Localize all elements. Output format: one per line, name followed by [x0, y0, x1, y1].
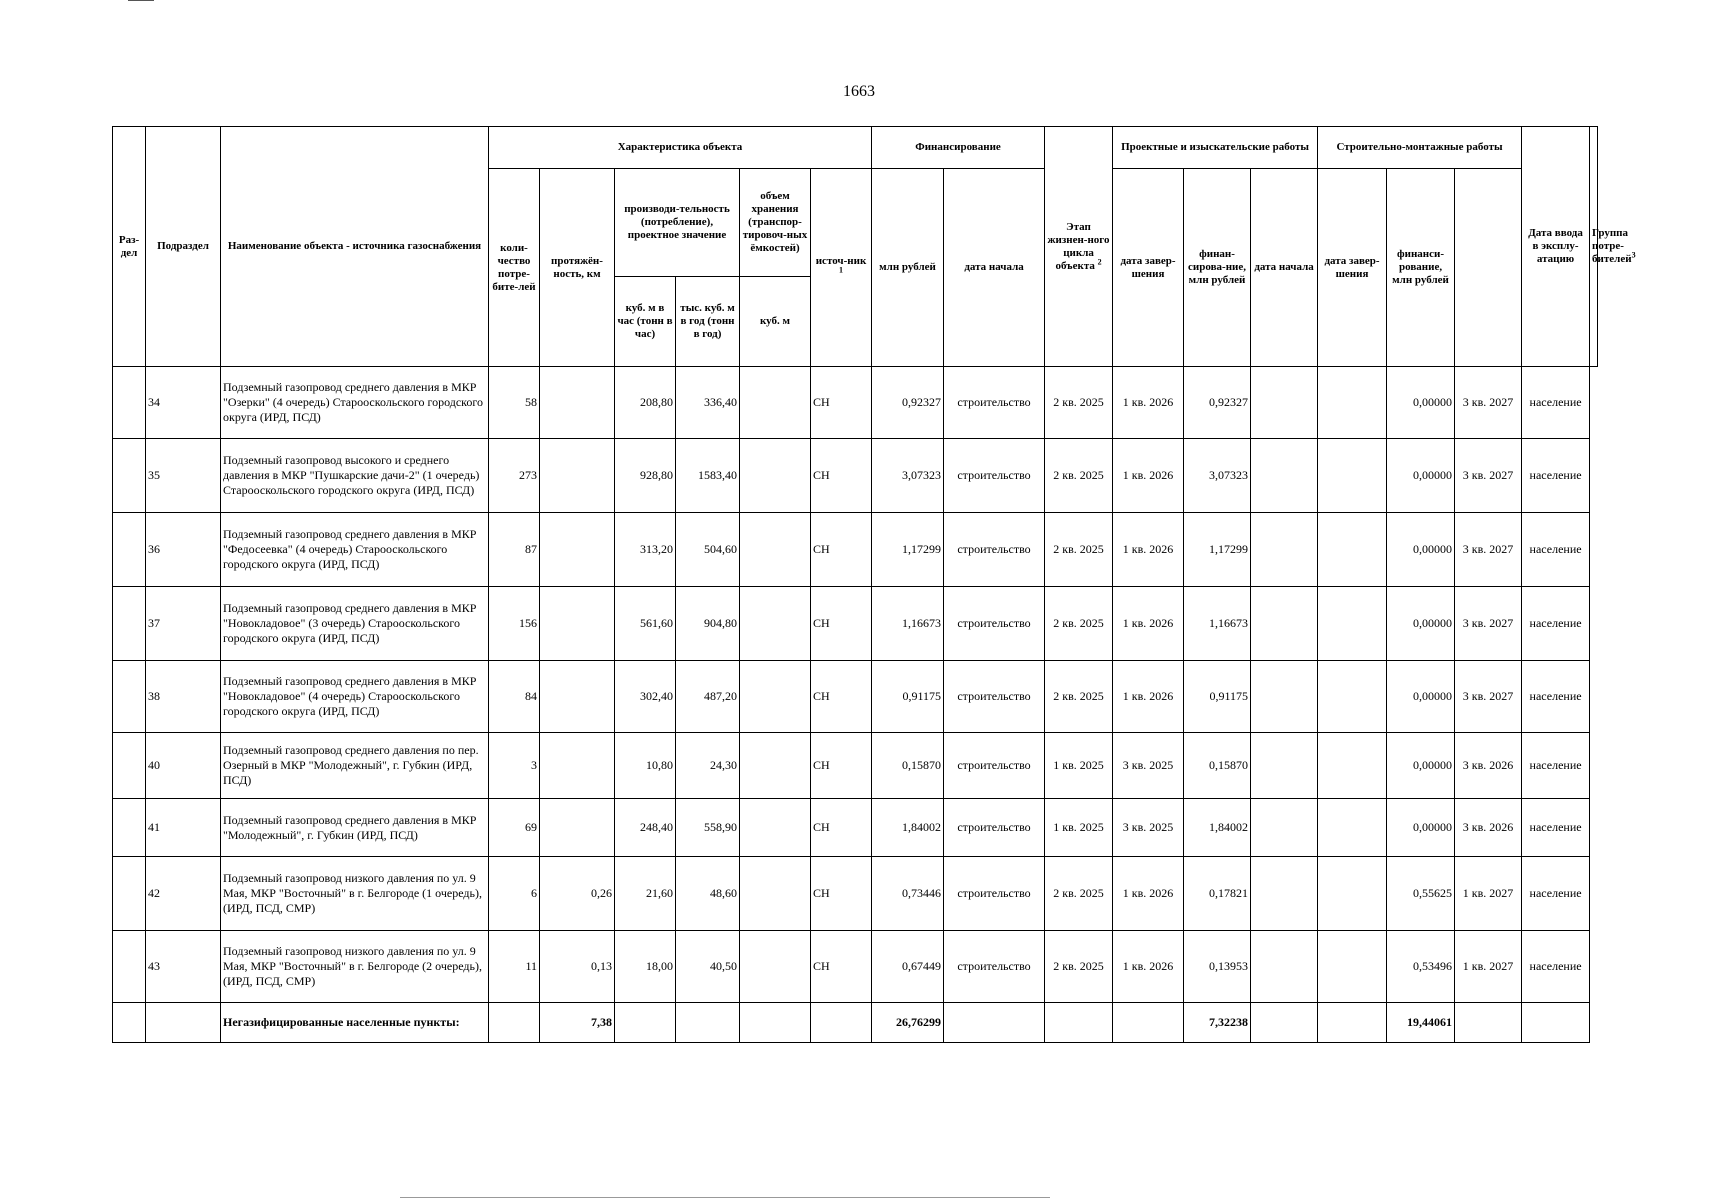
consumers-cell: 84: [489, 661, 540, 733]
hourly-consumption-cell: 18,00: [615, 931, 676, 1003]
design-end-cell: 1 кв. 2026: [1113, 587, 1184, 661]
total-empty-cell: [1113, 1003, 1184, 1043]
commissioning-date-cell: 1 кв. 2027: [1455, 857, 1522, 931]
header-storage-volume: объем хранения (транспор-тировоч-ных ёмкостей): [740, 169, 811, 277]
construction-financing-cell: 0,00000: [1387, 661, 1455, 733]
design-start-cell: 2 кв. 2025: [1045, 661, 1113, 733]
financing-cell: 1,84002: [872, 799, 944, 857]
design-end-cell: 1 кв. 2026: [1113, 439, 1184, 513]
header-razdel: Раз-дел: [113, 127, 146, 367]
design-financing-cell: 0,92327: [1184, 367, 1251, 439]
razdel-cell: [113, 799, 146, 857]
commissioning-date-cell: 3 кв. 2027: [1455, 513, 1522, 587]
construction-start-cell: [1251, 857, 1318, 931]
design-financing-cell: 0,17821: [1184, 857, 1251, 931]
consumers-cell: 69: [489, 799, 540, 857]
construction-start-cell: [1251, 931, 1318, 1003]
total-empty-cell: [1522, 1003, 1590, 1043]
hourly-consumption-cell: 208,80: [615, 367, 676, 439]
source-cell: СН: [811, 513, 872, 587]
financing-cell: 0,91175: [872, 661, 944, 733]
consumer-group-cell: население: [1522, 661, 1590, 733]
consumer-group-cell: население: [1522, 799, 1590, 857]
yearly-consumption-cell: 904,80: [676, 587, 740, 661]
source-cell: СН: [811, 367, 872, 439]
length-cell: [540, 513, 615, 587]
construction-end-cell: [1318, 513, 1387, 587]
gas-supply-table: [112, 126, 1636, 1043]
length-cell: 0,26: [540, 857, 615, 931]
header-podrazdel: Подраздел: [146, 127, 221, 367]
table-body: [113, 367, 1598, 1043]
hourly-consumption-cell: 21,60: [615, 857, 676, 931]
scan-edge-mark: [128, 0, 154, 1]
scan-bottom-mark: [400, 1197, 1050, 1198]
razdel-cell: [113, 857, 146, 931]
length-cell: [540, 587, 615, 661]
source-cell: СН: [811, 857, 872, 931]
razdel-cell: [113, 439, 146, 513]
design-end-cell: 1 кв. 2026: [1113, 661, 1184, 733]
commissioning-date-cell: 3 кв. 2026: [1455, 733, 1522, 799]
financing-cell: 3,07323: [872, 439, 944, 513]
commissioning-date-cell: 3 кв. 2027: [1455, 367, 1522, 439]
source-cell: СН: [811, 439, 872, 513]
construction-start-cell: [1251, 799, 1318, 857]
table-row: [113, 661, 1598, 733]
construction-financing-cell: 0,00000: [1387, 367, 1455, 439]
lifecycle-stage-cell: строительство: [944, 733, 1045, 799]
podrazdel-cell: 43: [146, 931, 221, 1003]
total-empty-cell: [615, 1003, 676, 1043]
razdel-cell: [113, 367, 146, 439]
storage-volume-cell: [740, 661, 811, 733]
design-end-cell: 1 кв. 2026: [1113, 857, 1184, 931]
design-start-cell: 2 кв. 2025: [1045, 587, 1113, 661]
design-end-cell: 3 кв. 2025: [1113, 733, 1184, 799]
header-construction-end: дата завер-шения: [1318, 169, 1387, 367]
source-cell: СН: [811, 587, 872, 661]
length-cell: [540, 733, 615, 799]
total-empty-cell: [146, 1003, 221, 1043]
commissioning-date-cell: 3 кв. 2027: [1455, 661, 1522, 733]
header-commissioning-date: Дата ввода в эксплу-атацию: [1522, 127, 1590, 367]
podrazdel-cell: 36: [146, 513, 221, 587]
source-cell: СН: [811, 931, 872, 1003]
header-thousand-m3-per-year: тыс. куб. м в год (тонн в год): [676, 277, 740, 367]
page-number: 1663: [843, 83, 875, 100]
financing-cell: 0,92327: [872, 367, 944, 439]
table-row: [113, 799, 1598, 857]
design-financing-cell: 1,84002: [1184, 799, 1251, 857]
header-consumers-count: коли-чество потре-бите-лей: [489, 169, 540, 367]
length-cell: [540, 661, 615, 733]
header-design-end: дата завер-шения: [1113, 169, 1184, 367]
consumers-cell: 87: [489, 513, 540, 587]
header-lifecycle-stage: Этап жизнен-ного цикла объекта $^2$: [1045, 127, 1113, 367]
table-row: [113, 587, 1598, 661]
construction-start-cell: [1251, 587, 1318, 661]
consumer-group-cell: население: [1522, 513, 1590, 587]
total-empty-cell: [1045, 1003, 1113, 1043]
object-name-cell: Подземный газопровод высокого и среднего давления в МКР "Пушкарские дачи-2" (1 очередь) Старооскольского городского округа (ИРД, ПСД): [221, 439, 489, 513]
table-row: [113, 931, 1598, 1003]
length-cell: [540, 799, 615, 857]
construction-financing-cell: 0,00000: [1387, 799, 1455, 857]
construction-end-cell: [1318, 857, 1387, 931]
header-source: источ-ник $^1$: [811, 169, 872, 367]
consumer-group-cell: население: [1522, 931, 1590, 1003]
construction-start-cell: [1251, 661, 1318, 733]
construction-financing-cell: 0,53496: [1387, 931, 1455, 1003]
object-name-cell: Подземный газопровод низкого давления по ул. 9 Мая, МКР "Восточный" в г. Белгороде (2 очередь), (ИРД, ПСД, СМР): [221, 931, 489, 1003]
construction-end-cell: [1318, 439, 1387, 513]
consumers-cell: 6: [489, 857, 540, 931]
lifecycle-stage-cell: строительство: [944, 857, 1045, 931]
table-row: [113, 733, 1598, 799]
razdel-cell: [113, 587, 146, 661]
podrazdel-cell: 38: [146, 661, 221, 733]
consumers-cell: 58: [489, 367, 540, 439]
construction-end-cell: [1318, 587, 1387, 661]
lifecycle-stage-cell: строительство: [944, 587, 1045, 661]
total-construction-financing: 19,44061: [1387, 1003, 1455, 1043]
financing-cell: 0,15870: [872, 733, 944, 799]
construction-start-cell: [1251, 367, 1318, 439]
total-design-financing: 7,32238: [1184, 1003, 1251, 1043]
construction-start-cell: [1251, 733, 1318, 799]
table-row: [113, 513, 1598, 587]
header-m3-per-hour: куб. м в час (тонн в час): [615, 277, 676, 367]
construction-start-cell: [1251, 513, 1318, 587]
lifecycle-stage-cell: строительство: [944, 367, 1045, 439]
podrazdel-cell: 42: [146, 857, 221, 931]
design-start-cell: 2 кв. 2025: [1045, 931, 1113, 1003]
design-end-cell: 1 кв. 2026: [1113, 367, 1184, 439]
storage-volume-cell: [740, 367, 811, 439]
table-row: [113, 439, 1598, 513]
hourly-consumption-cell: 313,20: [615, 513, 676, 587]
design-end-cell: 3 кв. 2025: [1113, 799, 1184, 857]
consumers-cell: 273: [489, 439, 540, 513]
header-financing-group: Финансирование: [872, 127, 1045, 169]
length-cell: 0,13: [540, 931, 615, 1003]
header-construction-start: дата начала: [1251, 169, 1318, 367]
design-start-cell: 1 кв. 2025: [1045, 733, 1113, 799]
consumer-group-cell: население: [1522, 733, 1590, 799]
hourly-consumption-cell: 302,40: [615, 661, 676, 733]
lifecycle-stage-cell: строительство: [944, 799, 1045, 857]
razdel-cell: [113, 931, 146, 1003]
source-cell: СН: [811, 733, 872, 799]
total-empty-cell: [1455, 1003, 1522, 1043]
total-empty-cell: [1251, 1003, 1318, 1043]
podrazdel-cell: 37: [146, 587, 221, 661]
storage-volume-cell: [740, 931, 811, 1003]
yearly-consumption-cell: 24,30: [676, 733, 740, 799]
storage-volume-cell: [740, 587, 811, 661]
storage-volume-cell: [740, 439, 811, 513]
lifecycle-stage-cell: строительство: [944, 439, 1045, 513]
storage-volume-cell: [740, 733, 811, 799]
construction-end-cell: [1318, 799, 1387, 857]
podrazdel-cell: 34: [146, 367, 221, 439]
hourly-consumption-cell: 10,80: [615, 733, 676, 799]
total-empty-cell: [944, 1003, 1045, 1043]
table-row: [113, 857, 1598, 931]
consumer-group-cell: население: [1522, 857, 1590, 931]
total-empty-cell: [1318, 1003, 1387, 1043]
total-empty-cell: [676, 1003, 740, 1043]
construction-end-cell: [1318, 931, 1387, 1003]
design-financing-cell: 1,16673: [1184, 587, 1251, 661]
yearly-consumption-cell: 558,90: [676, 799, 740, 857]
header-object-name: Наименование объекта - источника газоснабжения: [221, 127, 489, 367]
construction-end-cell: [1318, 661, 1387, 733]
commissioning-date-cell: 3 кв. 2026: [1455, 799, 1522, 857]
total-length: 7,38: [540, 1003, 615, 1043]
header-financing-mln-rub: млн рублей: [872, 169, 944, 367]
design-financing-cell: 0,13953: [1184, 931, 1251, 1003]
yearly-consumption-cell: 1583,40: [676, 439, 740, 513]
yearly-consumption-cell: 336,40: [676, 367, 740, 439]
commissioning-date-cell: 3 кв. 2027: [1455, 587, 1522, 661]
lifecycle-stage-cell: строительство: [944, 931, 1045, 1003]
consumer-group-cell: население: [1522, 587, 1590, 661]
commissioning-date-cell: 3 кв. 2027: [1455, 439, 1522, 513]
storage-volume-cell: [740, 857, 811, 931]
header-construction-financing: финанси-рование, млн рублей: [1387, 169, 1455, 367]
hourly-consumption-cell: 928,80: [615, 439, 676, 513]
yearly-consumption-cell: 487,20: [676, 661, 740, 733]
design-end-cell: 1 кв. 2026: [1113, 931, 1184, 1003]
lifecycle-stage-cell: строительство: [944, 661, 1045, 733]
header-consumer-group: Группа потре-бителей$^3$: [1590, 127, 1598, 367]
financing-cell: 1,16673: [872, 587, 944, 661]
lifecycle-stage-cell: строительство: [944, 513, 1045, 587]
razdel-cell: [113, 661, 146, 733]
total-empty-cell: [489, 1003, 540, 1043]
consumers-cell: 11: [489, 931, 540, 1003]
object-name-cell: Подземный газопровод среднего давления в МКР "Молодежный", г. Губкин (ИРД, ПСД): [221, 799, 489, 857]
total-label: Негазифицированные населенные пункты:: [221, 1003, 489, 1043]
construction-financing-cell: 0,00000: [1387, 733, 1455, 799]
design-financing-cell: 1,17299: [1184, 513, 1251, 587]
source-cell: СН: [811, 799, 872, 857]
design-end-cell: 1 кв. 2026: [1113, 513, 1184, 587]
length-cell: [540, 367, 615, 439]
design-start-cell: 1 кв. 2025: [1045, 799, 1113, 857]
design-start-cell: 2 кв. 2025: [1045, 513, 1113, 587]
consumer-group-cell: население: [1522, 367, 1590, 439]
design-start-cell: 2 кв. 2025: [1045, 439, 1113, 513]
construction-financing-cell: 0,00000: [1387, 439, 1455, 513]
design-start-cell: 2 кв. 2025: [1045, 367, 1113, 439]
construction-financing-cell: 0,00000: [1387, 587, 1455, 661]
header-construction-group: Строительно-монтажные работы: [1318, 127, 1522, 169]
total-empty-cell: [811, 1003, 872, 1043]
construction-start-cell: [1251, 439, 1318, 513]
object-name-cell: Подземный газопровод среднего давления в МКР "Новокладовое" (4 очередь) Старооскольского городского округа (ИРД, ПСД): [221, 661, 489, 733]
object-name-cell: Подземный газопровод среднего давления по пер. Озерный в МКР "Молодежный", г. Губкин (ИРД, ПСД): [221, 733, 489, 799]
header-design-financing: финан-сирова-ние, млн рублей: [1184, 169, 1251, 367]
podrazdel-cell: 35: [146, 439, 221, 513]
total-row: [113, 1003, 1598, 1043]
header-characteristic-group: Характеристика объекта: [489, 127, 872, 169]
object-name-cell: Подземный газопровод среднего давления в МКР "Озерки" (4 очередь) Старооскольского городского округа (ИРД, ПСД): [221, 367, 489, 439]
table-row: [113, 367, 1598, 439]
financing-cell: 0,67449: [872, 931, 944, 1003]
construction-financing-cell: 0,55625: [1387, 857, 1455, 931]
object-name-cell: Подземный газопровод среднего давления в МКР "Новокладовое" (3 очередь) Старооскольского городского округа (ИРД, ПСД): [221, 587, 489, 661]
length-cell: [540, 439, 615, 513]
design-start-cell: 2 кв. 2025: [1045, 857, 1113, 931]
razdel-cell: [113, 733, 146, 799]
construction-financing-cell: 0,00000: [1387, 513, 1455, 587]
consumer-group-cell: население: [1522, 439, 1590, 513]
yearly-consumption-cell: 48,60: [676, 857, 740, 931]
storage-volume-cell: [740, 799, 811, 857]
storage-volume-cell: [740, 513, 811, 587]
financing-cell: 0,73446: [872, 857, 944, 931]
commissioning-date-cell: 1 кв. 2027: [1455, 931, 1522, 1003]
header-length: протяжён-ность, км: [540, 169, 615, 367]
consumers-cell: 3: [489, 733, 540, 799]
yearly-consumption-cell: 504,60: [676, 513, 740, 587]
total-empty-cell: [740, 1003, 811, 1043]
design-financing-cell: 3,07323: [1184, 439, 1251, 513]
total-empty-cell: [113, 1003, 146, 1043]
podrazdel-cell: 40: [146, 733, 221, 799]
header-storage-unit: куб. м: [740, 277, 811, 367]
consumers-cell: 156: [489, 587, 540, 661]
yearly-consumption-cell: 40,50: [676, 931, 740, 1003]
header-design-group: Проектные и изыскательские работы: [1113, 127, 1318, 169]
header-productivity-group: производи-тельность (потребление), проектное значение: [615, 169, 740, 277]
financing-cell: 1,17299: [872, 513, 944, 587]
header-design-start: дата начала: [944, 169, 1045, 367]
podrazdel-cell: 41: [146, 799, 221, 857]
source-cell: СН: [811, 661, 872, 733]
hourly-consumption-cell: 561,60: [615, 587, 676, 661]
design-financing-cell: 0,15870: [1184, 733, 1251, 799]
object-name-cell: Подземный газопровод среднего давления в МКР "Федосеевка" (4 очередь) Старооскольского городского округа (ИРД, ПСД): [221, 513, 489, 587]
razdel-cell: [113, 513, 146, 587]
construction-end-cell: [1318, 367, 1387, 439]
hourly-consumption-cell: 248,40: [615, 799, 676, 857]
construction-end-cell: [1318, 733, 1387, 799]
design-financing-cell: 0,91175: [1184, 661, 1251, 733]
object-name-cell: Подземный газопровод низкого давления по ул. 9 Мая, МКР "Восточный" в г. Белгороде (1 очередь), (ИРД, ПСД, СМР): [221, 857, 489, 931]
total-financing: 26,76299: [872, 1003, 944, 1043]
